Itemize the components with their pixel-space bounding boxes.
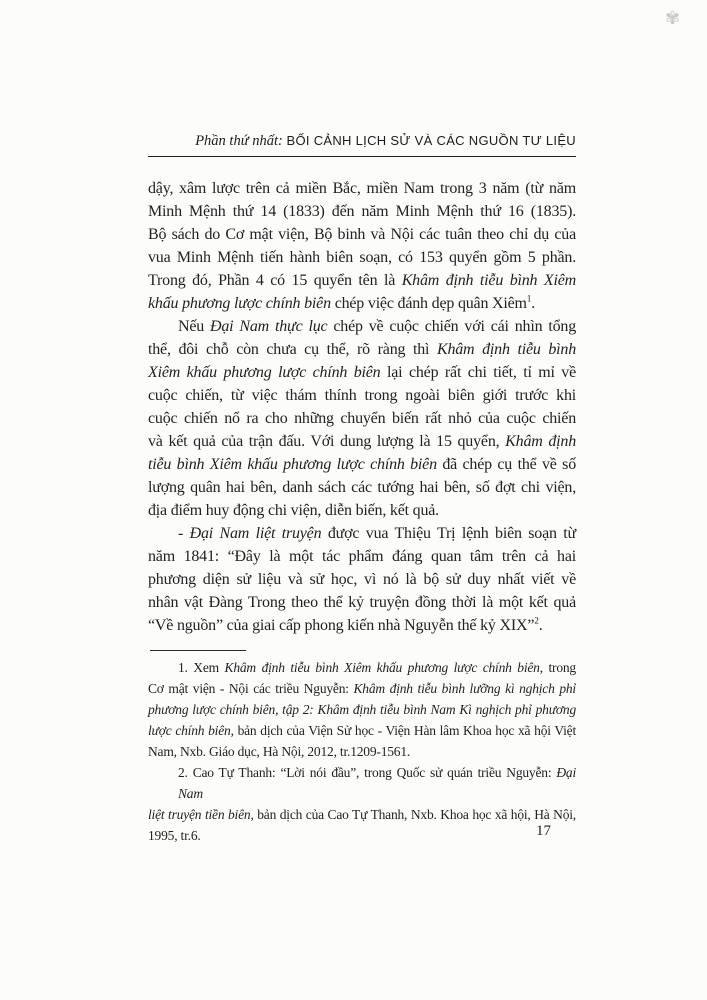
section-label: Phần thứ nhất:	[195, 133, 287, 149]
text-line	[148, 361, 576, 384]
text-segment: .	[531, 295, 536, 312]
text-segment: Đại Nam	[178, 765, 576, 801]
text-segment: Đại Nam liệt truyện	[189, 525, 322, 542]
text-segment: Xiêm khấu phương lược chính biên	[148, 364, 381, 381]
text-segment: , bản dịch của Cao Tự Thanh, Nxb. Khoa học xã hội, Hà Nội,	[250, 807, 576, 822]
text-line	[148, 545, 576, 568]
paragraph	[148, 657, 576, 762]
text-line	[148, 407, 576, 430]
text-segment: lại chép rất chi tiết, tỉ mỉ về	[380, 364, 576, 381]
text-line	[148, 338, 576, 361]
text-line	[148, 292, 576, 315]
footnotes	[148, 657, 576, 846]
text-line	[148, 804, 576, 825]
text-segment: 2. Cao Tự Thanh: “Lời nói đầu”, trong Quốc sử quán triều Nguyễn:	[178, 765, 557, 780]
page-number: 17	[536, 823, 551, 839]
text-line	[148, 430, 576, 453]
chapter-title: BỐI CẢNH LỊCH SỬ VÀ CÁC NGUỒN TƯ LIỆU	[286, 133, 576, 148]
paragraph	[148, 177, 576, 315]
text-line	[148, 720, 576, 741]
text-line	[148, 825, 576, 846]
text-segment: lược chính biên	[148, 723, 231, 738]
text-segment: 1995, tr.6.	[148, 828, 201, 843]
text-line	[148, 678, 576, 699]
text-line	[148, 246, 576, 269]
text-line	[148, 522, 576, 545]
text-segment: Nam, Nxb. Giáo dục, Hà Nội, 2012, tr.1209-1561.	[148, 744, 411, 759]
text-segment: .	[538, 617, 543, 634]
text-segment: tiễu bình Xiêm khấu phương lược chính biên	[148, 456, 437, 473]
text-segment: cuộc chiến, từ việc thám thính trong ngoài biên giới trước khi	[148, 387, 576, 404]
text-line	[148, 453, 576, 476]
text-segment: vua Minh Mệnh tiến hành biên soạn, có 153 quyển gồm 5 phần.	[148, 249, 576, 266]
text-segment: Khâm định tiễu bình lưỡng kì nghịch phỉ	[353, 681, 576, 696]
running-header	[148, 132, 576, 157]
text-segment: đã chép cụ thể về số	[436, 456, 576, 473]
text-segment: phương diện sử liệu và sử học, vì nó là bộ sử duy nhất viết về	[148, 571, 576, 588]
florette-icon: ✾	[665, 8, 681, 29]
text-segment: và kết quả của trận đấu. Với dung lượng là 15 quyển,	[148, 433, 506, 450]
text-line	[148, 315, 576, 338]
text-segment: phương lược chính biên, tập 2: Khâm định tiễu bình Nam Kì nghịch phỉ phương	[148, 702, 576, 717]
text-segment: năm 1841: “Đây là một tác phẩm đáng quan tâm trên cả hai	[148, 548, 576, 565]
text-segment: liệt truyện tiền biên	[148, 807, 251, 822]
text-line	[148, 591, 576, 614]
text-line	[148, 177, 576, 200]
text-segment: , bản dịch của Viện Sử học - Viện Hàn lâm Khoa học xã hội Việt	[230, 723, 577, 738]
text-line	[148, 699, 576, 720]
text-segment: cuộc chiến nổ ra cho những chuyển biến rất nhỏ của cuộc chiến	[148, 410, 576, 427]
text-line	[148, 741, 576, 762]
text-segment: Khâm định	[505, 433, 576, 450]
text-line	[148, 200, 576, 223]
text-segment: dậy, xâm lược trên cả miền Bắc, miền Nam trong 3 năm (từ năm	[148, 180, 576, 197]
text-line	[148, 614, 576, 637]
text-segment: chép về cuộc chiến với cái nhìn tổng	[327, 318, 576, 335]
body-text	[148, 177, 576, 637]
text-line	[148, 499, 576, 522]
text-segment: 1. Xem	[178, 660, 225, 675]
text-line	[148, 762, 576, 804]
text-segment: Đại Nam thực lục	[210, 318, 328, 335]
text-segment: Khâm định tiễu bình Xiêm khấu phương lược chính biên	[224, 660, 540, 675]
text-segment: thể, đôi chỗ còn chưa cụ thể, rõ ràng thì	[148, 341, 437, 358]
footnote-marker: 2	[534, 616, 539, 627]
text-line	[148, 384, 576, 407]
paragraph	[148, 522, 576, 637]
text-segment: “Về nguồn” của giai cấp phong kiến nhà Nguyễn thế kỷ XIX”	[148, 617, 535, 634]
paragraph	[148, 762, 576, 846]
text-line	[148, 657, 576, 678]
text-segment: địa điểm huy động chi viện, diễn biến, kết quả.	[148, 502, 439, 519]
text-segment: khấu phương lược chính biên	[148, 295, 335, 312]
text-segment: lượng quân hai bên, danh sách các tướng hai bên, số đợt chi viện,	[148, 479, 576, 496]
text-line	[148, 476, 576, 499]
text-segment: Khâm định tiễu bình	[436, 341, 576, 358]
text-segment: Cơ mật viện - Nội các triều Nguyễn:	[148, 681, 354, 696]
text-line	[148, 269, 576, 292]
text-segment: chép việc đánh dẹp quân Xiêm	[334, 295, 527, 312]
text-line	[148, 223, 576, 246]
text-segment: Khâm định tiễu bình Xiêm	[401, 272, 577, 289]
text-segment: , trong	[539, 660, 576, 675]
footnote-marker: 1	[526, 294, 532, 305]
text-segment: Bộ sách do Cơ mật viện, Bộ binh và Nội các tuân theo chỉ dụ của	[148, 226, 576, 243]
text-line	[148, 568, 576, 591]
text-segment: Minh Mệnh thứ 14 (1833) đến năm Minh Mệnh thứ 16 (1835).	[148, 203, 576, 220]
text-segment: Nếu	[178, 318, 211, 335]
text-segment: nhân vật Đàng Trong theo thể kỷ truyện đồng thời là một kết quả	[148, 594, 576, 611]
text-segment: -	[178, 525, 190, 542]
text-segment: được vua Thiệu Trị lệnh biên soạn từ	[321, 525, 576, 542]
paragraph	[148, 315, 576, 522]
text-segment: Trong đó, Phần 4 có 15 quyển tên là	[148, 272, 402, 289]
footnote-separator	[150, 650, 246, 651]
